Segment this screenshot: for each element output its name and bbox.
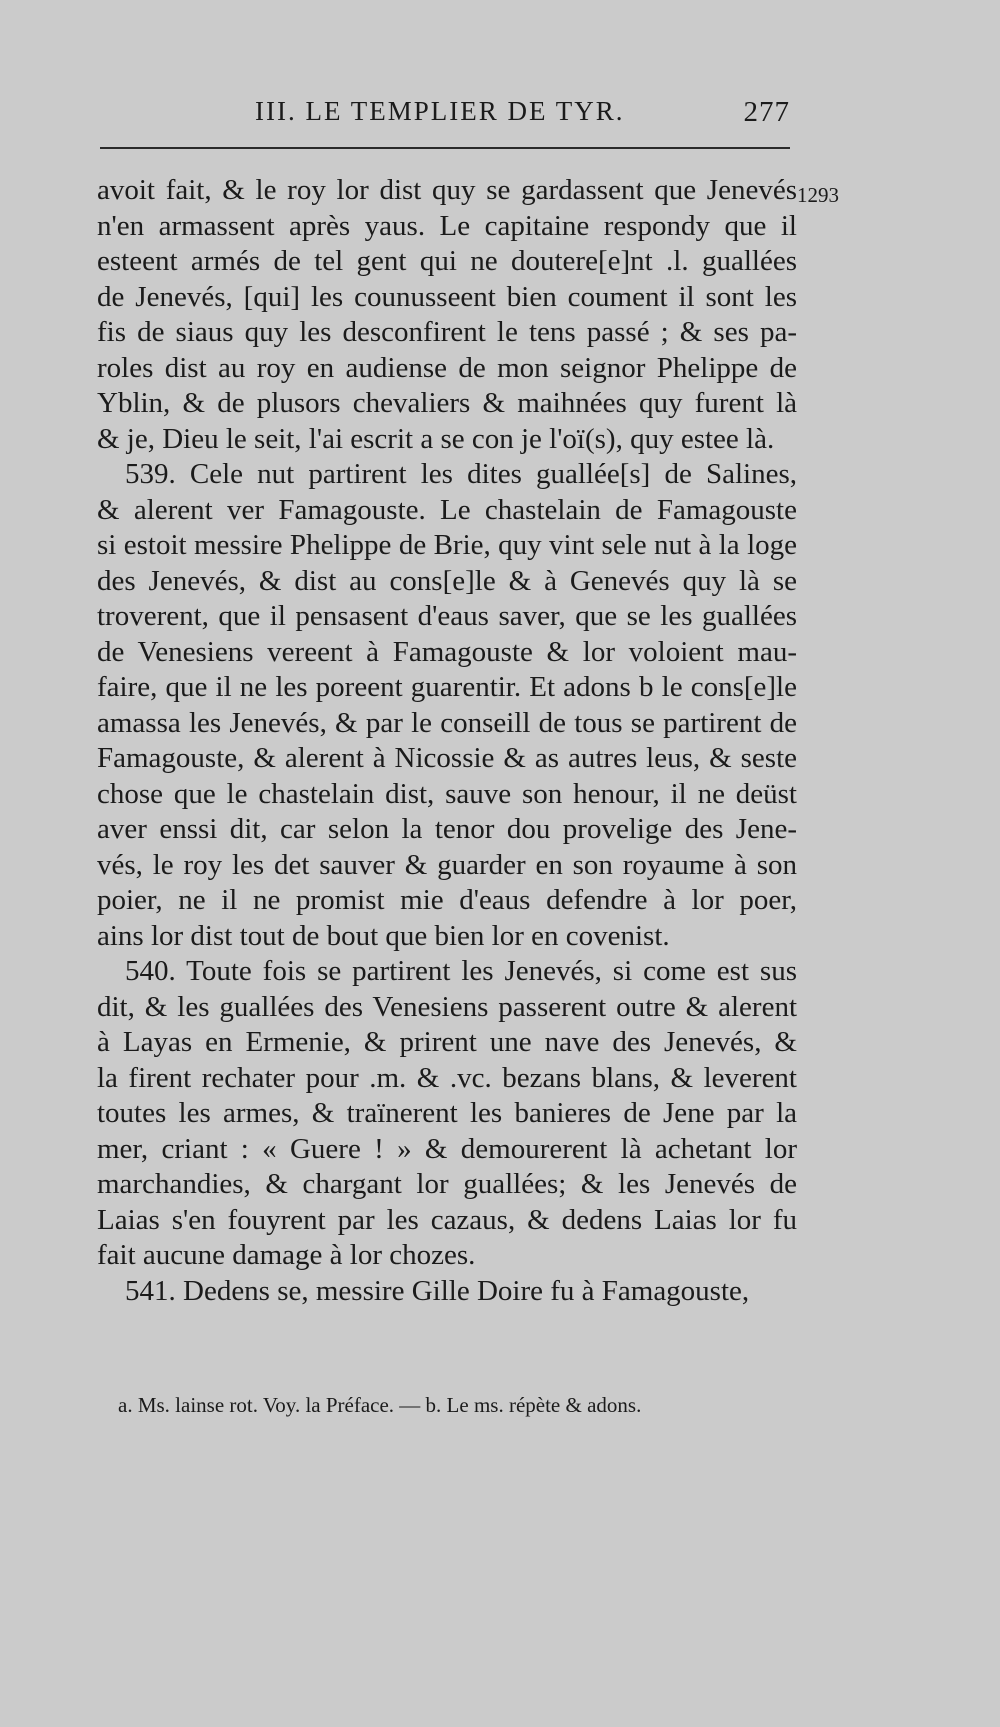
text-line: troverent, que il pensasent d'eaus saver, que se les guallées <box>97 600 797 632</box>
text-line: Laias s'en fouyrent par les cazaus, & dedens Laias lor fu <box>97 1203 797 1236</box>
text-line: amassa les Jenevés, & par le conseill de tous se partirent de <box>97 706 797 739</box>
running-title: III. LE TEMPLIER DE TYR. <box>255 96 625 126</box>
header-rule <box>100 147 790 149</box>
text-line: esteent armés de tel gent qui ne doutere[e]nt .l. guallées <box>97 245 797 277</box>
text-line: fis de siaus quy les desconfirent le tens passé ; & ses pa- <box>97 316 797 348</box>
text-line: de Jenevés, [qui] les counusseent bien coument il sont les <box>97 280 797 313</box>
text-line: Yblin, & de plusors chevaliers & maihnées quy furent là <box>97 387 797 419</box>
text-line: & je, Dieu le seit, l'ai escrit a se con je l'oï(s), quy estee là. <box>97 422 775 455</box>
text-line: toutes les armes, & traïnerent les banieres de Jene par la <box>97 1097 797 1129</box>
text-line: Famagouste, & alerent à Nicossie & as autres leus, & seste <box>97 742 797 774</box>
text-line: n'en armassent après yaus. Le capitaine respondy que il <box>97 209 797 242</box>
body-text <box>97 173 797 1309</box>
footnotes: a. Ms. lainse rot. Voy. la Préface. — b. Le ms. répète & adons. <box>118 1393 642 1417</box>
text-line: chose que le chastelain dist, sauve son henour, il ne deüst <box>97 777 797 810</box>
text-line: poier, ne il ne promist mie d'eaus defendre à lor poer, <box>97 884 797 916</box>
text-line: si estoit messire Phelippe de Brie, quy vint sele nut à la loge <box>97 529 797 561</box>
text-line: 540. Toute fois se partirent les Jenevés, si come est sus <box>125 955 797 987</box>
text-line: aver enssi dit, car selon la tenor dou provelige des Jene- <box>97 813 797 845</box>
text-line: dit, & les guallées des Venesiens passerent outre & alerent <box>97 990 797 1023</box>
text-line: la firent rechater pour .m. & .vc. bezans blans, & leverent <box>97 1061 797 1094</box>
text-line: ains lor dist tout de bout que bien lor en covenist. <box>97 919 670 952</box>
text-line: faire, que il ne les poreent guarentir. Et adons b le cons[e]le <box>97 671 797 703</box>
text-line: 539. Cele nut partirent les dites guallée[s] de Salines, <box>125 458 797 490</box>
text-line: roles dist au roy en audiense de mon seignor Phelippe de <box>97 351 797 384</box>
text-line: à Layas en Ermenie, & prirent une nave des Jenevés, & <box>97 1026 797 1058</box>
text-line: mer, criant : « Guere ! » & demourerent là achetant lor <box>97 1132 797 1165</box>
page-header <box>100 96 790 144</box>
text-line: & alerent ver Famagouste. Le chastelain de Famagouste <box>97 493 797 526</box>
text-line: marchandies, & chargant lor guallées; & les Jenevés de <box>97 1168 797 1200</box>
text-line: vés, le roy les det sauver & guarder en son royaume à son <box>97 848 797 881</box>
text-line: de Venesiens vereent à Famagouste & lor voloient mau- <box>97 635 797 668</box>
text-line: 541. Dedens se, messire Gille Doire fu à Famagouste, <box>125 1274 750 1307</box>
margin-year-note: 1293 <box>797 183 839 207</box>
text-line: fait aucune damage à lor chozes. <box>97 1239 476 1271</box>
text-line: des Jenevés, & dist au cons[e]le & à Genevés quy là se <box>97 564 797 597</box>
text-line: avoit fait, & le roy lor dist quy se gardassent que Jenevés <box>97 174 797 206</box>
page-number: 277 <box>743 96 790 128</box>
